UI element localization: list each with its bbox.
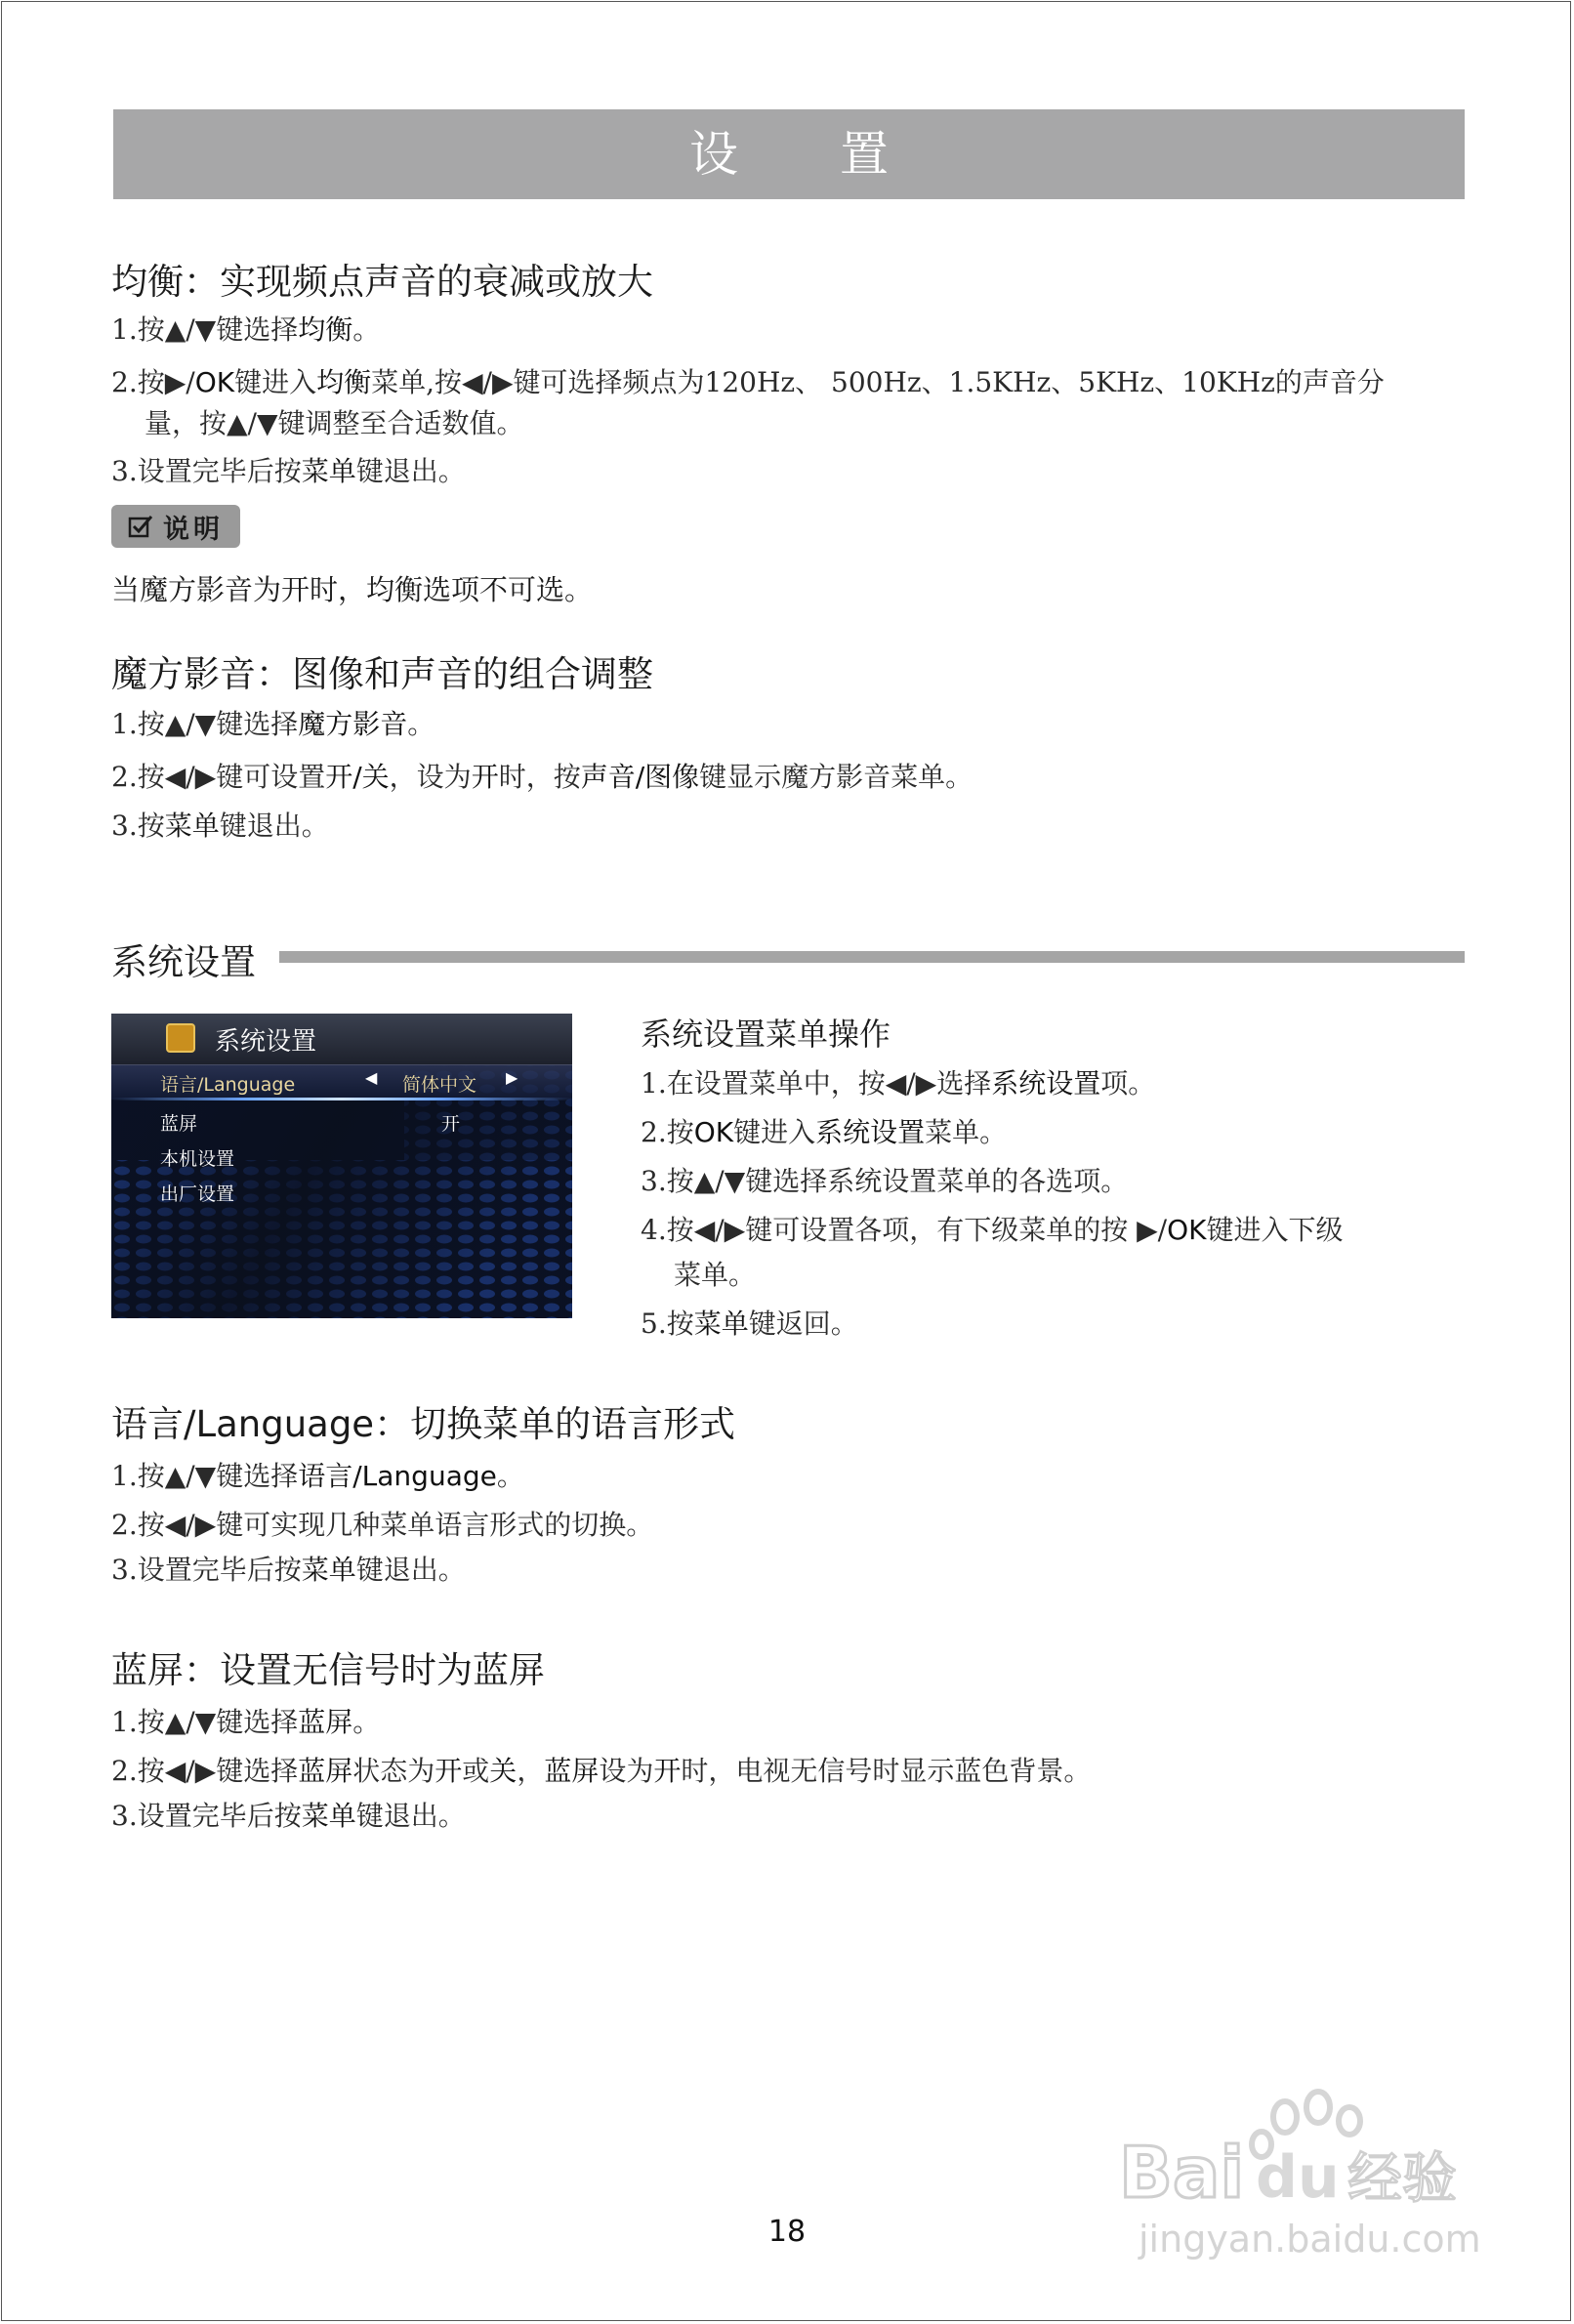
lang-step-3: 3.设置完毕后按菜单键退出。 xyxy=(111,1554,466,1586)
tv-menu-value-bluescreen: 开 xyxy=(441,1113,461,1135)
baidu-watermark xyxy=(1119,2070,1490,2265)
section-heading-language: 语言/Language：切换菜单的语言形式 xyxy=(111,1403,736,1445)
system-op-3: 3.按▲/▼键选择系统设置菜单的各选项。 xyxy=(641,1165,1129,1197)
page-number: 18 xyxy=(767,2215,807,2249)
system-op-4-cont: 菜单。 xyxy=(674,1259,757,1291)
section-title-system: 系统设置 xyxy=(111,941,256,983)
blue-step-1: 1.按▲/▼键选择蓝屏。 xyxy=(111,1706,381,1738)
system-ops-heading: 系统设置菜单操作 xyxy=(641,1016,891,1053)
page-title-banner: 设 置 xyxy=(113,109,1465,199)
eq-step-2-cont: 量，按▲/▼键调整至合适数值。 xyxy=(145,407,524,439)
tv-menu-selection-bar xyxy=(111,1098,572,1100)
tv-menu-item-factory-reset[interactable]: 出厂设置 xyxy=(160,1183,235,1205)
watermark-brand: Bai xyxy=(1119,2132,1245,2214)
section-divider xyxy=(279,951,1465,963)
watermark-cn: 经验 xyxy=(1347,2147,1457,2211)
left-arrow-icon: ◀ xyxy=(365,1068,378,1087)
tv-menu-title: 系统设置 xyxy=(215,1027,317,1057)
magic-step-2: 2.按◀/▶键可设置开/关，设为开时，按声音/图像键显示魔方影音菜单。 xyxy=(111,761,973,793)
lang-step-1: 1.按▲/▼键选择语言/Language。 xyxy=(111,1460,524,1492)
eq-note-text: 当魔方影音为开时，均衡选项不可选。 xyxy=(111,573,594,606)
section-heading-magic-av: 魔方影音：图像和声音的组合调整 xyxy=(111,653,653,695)
eq-step-2: 2.按▶/OK键进入均衡菜单,按◀/▶键可选择频点为120Hz、 500Hz、1.5KHz、5KHz、10KHz的声音分 xyxy=(111,366,1385,398)
section-heading-equalizer: 均衡：实现频点声音的衰减或放大 xyxy=(111,261,653,303)
settings-logo-icon xyxy=(166,1023,195,1053)
section-heading-bluescreen: 蓝屏：设置无信号时为蓝屏 xyxy=(111,1649,545,1691)
eq-step-1: 1.按▲/▼键选择均衡。 xyxy=(111,313,381,346)
note-tag xyxy=(111,505,240,548)
tv-menu-value-language: 简体中文 xyxy=(402,1074,477,1096)
magic-step-1: 1.按▲/▼键选择魔方影音。 xyxy=(111,708,435,740)
watermark-brand-du: du xyxy=(1256,2143,1340,2212)
system-op-5: 5.按菜单键返回。 xyxy=(641,1307,858,1340)
tv-menu-screenshot xyxy=(111,1014,572,1318)
checkbox-icon xyxy=(128,514,153,539)
note-label: 说明 xyxy=(163,514,224,545)
system-op-1: 1.在设置菜单中，按◀/▶选择系统设置项。 xyxy=(641,1067,1156,1100)
watermark-url: jingyan.baidu.com xyxy=(1139,2218,1481,2261)
blue-step-2: 2.按◀/▶键选择蓝屏状态为开或关，蓝屏设为开时，电视无信号时显示蓝色背景。 xyxy=(111,1755,1092,1787)
system-op-4: 4.按◀/▶键可设置各项，有下级菜单的按 ▶/OK键进入下级 xyxy=(641,1214,1344,1246)
magic-step-3: 3.按菜单键退出。 xyxy=(111,809,329,842)
blue-step-3: 3.设置完毕后按菜单键退出。 xyxy=(111,1800,466,1832)
tv-menu-item-local-settings[interactable]: 本机设置 xyxy=(160,1148,235,1170)
right-arrow-icon: ▶ xyxy=(506,1068,518,1087)
eq-step-3: 3.设置完毕后按菜单键退出。 xyxy=(111,455,466,487)
system-op-2: 2.按OK键进入系统设置菜单。 xyxy=(641,1116,1008,1148)
tv-menu-item-language[interactable]: 语言/Language xyxy=(160,1074,296,1096)
tv-menu-item-bluescreen[interactable]: 蓝屏 xyxy=(160,1113,198,1135)
lang-step-2: 2.按◀/▶键可实现几种菜单语言形式的切换。 xyxy=(111,1509,654,1541)
